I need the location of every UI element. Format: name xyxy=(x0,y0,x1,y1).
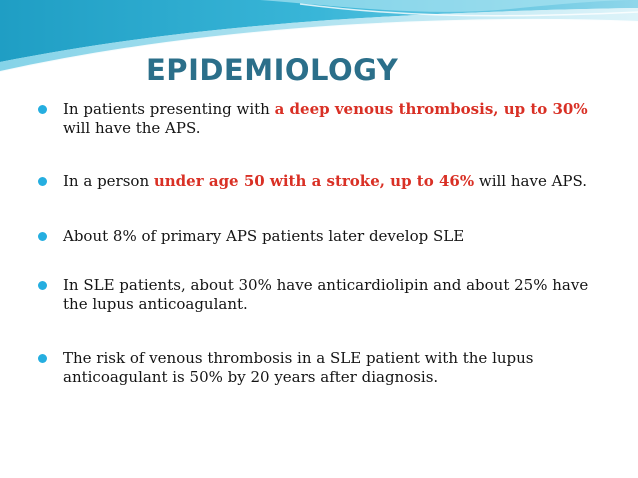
bullet-icon xyxy=(38,177,47,186)
bullet-text-part: will have APS. xyxy=(474,172,588,190)
bullet-text-part: The risk of venous thrombosis in a SLE patient with the lupus anticoagulant is 50% by 20 years after diagnosis. xyxy=(63,349,534,386)
bullet-highlight: under age 50 with a stroke, up to 46% xyxy=(153,172,475,190)
bullet-icon xyxy=(38,354,47,363)
bullet-text-part: About 8% of primary APS patients later develop SLE xyxy=(63,227,465,245)
bullet-icon xyxy=(38,105,47,114)
bullet-icon xyxy=(38,281,47,290)
bullet-text xyxy=(63,227,598,246)
bullet-text xyxy=(63,276,598,314)
bullet-text xyxy=(63,349,598,387)
bullet-text-part: will have the APS. xyxy=(63,119,201,137)
bullet-text xyxy=(63,100,598,138)
bullet-highlight: a deep venous thrombosis, up to 30% xyxy=(274,100,588,118)
bullet-text-part: In a person xyxy=(63,172,154,190)
bullet-icon xyxy=(38,232,47,241)
bullet-text xyxy=(63,172,598,191)
bullet-text-part: In patients presenting with xyxy=(63,100,275,118)
bullet-text-part: In SLE patients, about 30% have anticardiolipin and about 25% have the lupus anticoagulant. xyxy=(63,276,589,313)
slide-title: EPIDEMIOLOGY xyxy=(146,53,399,87)
